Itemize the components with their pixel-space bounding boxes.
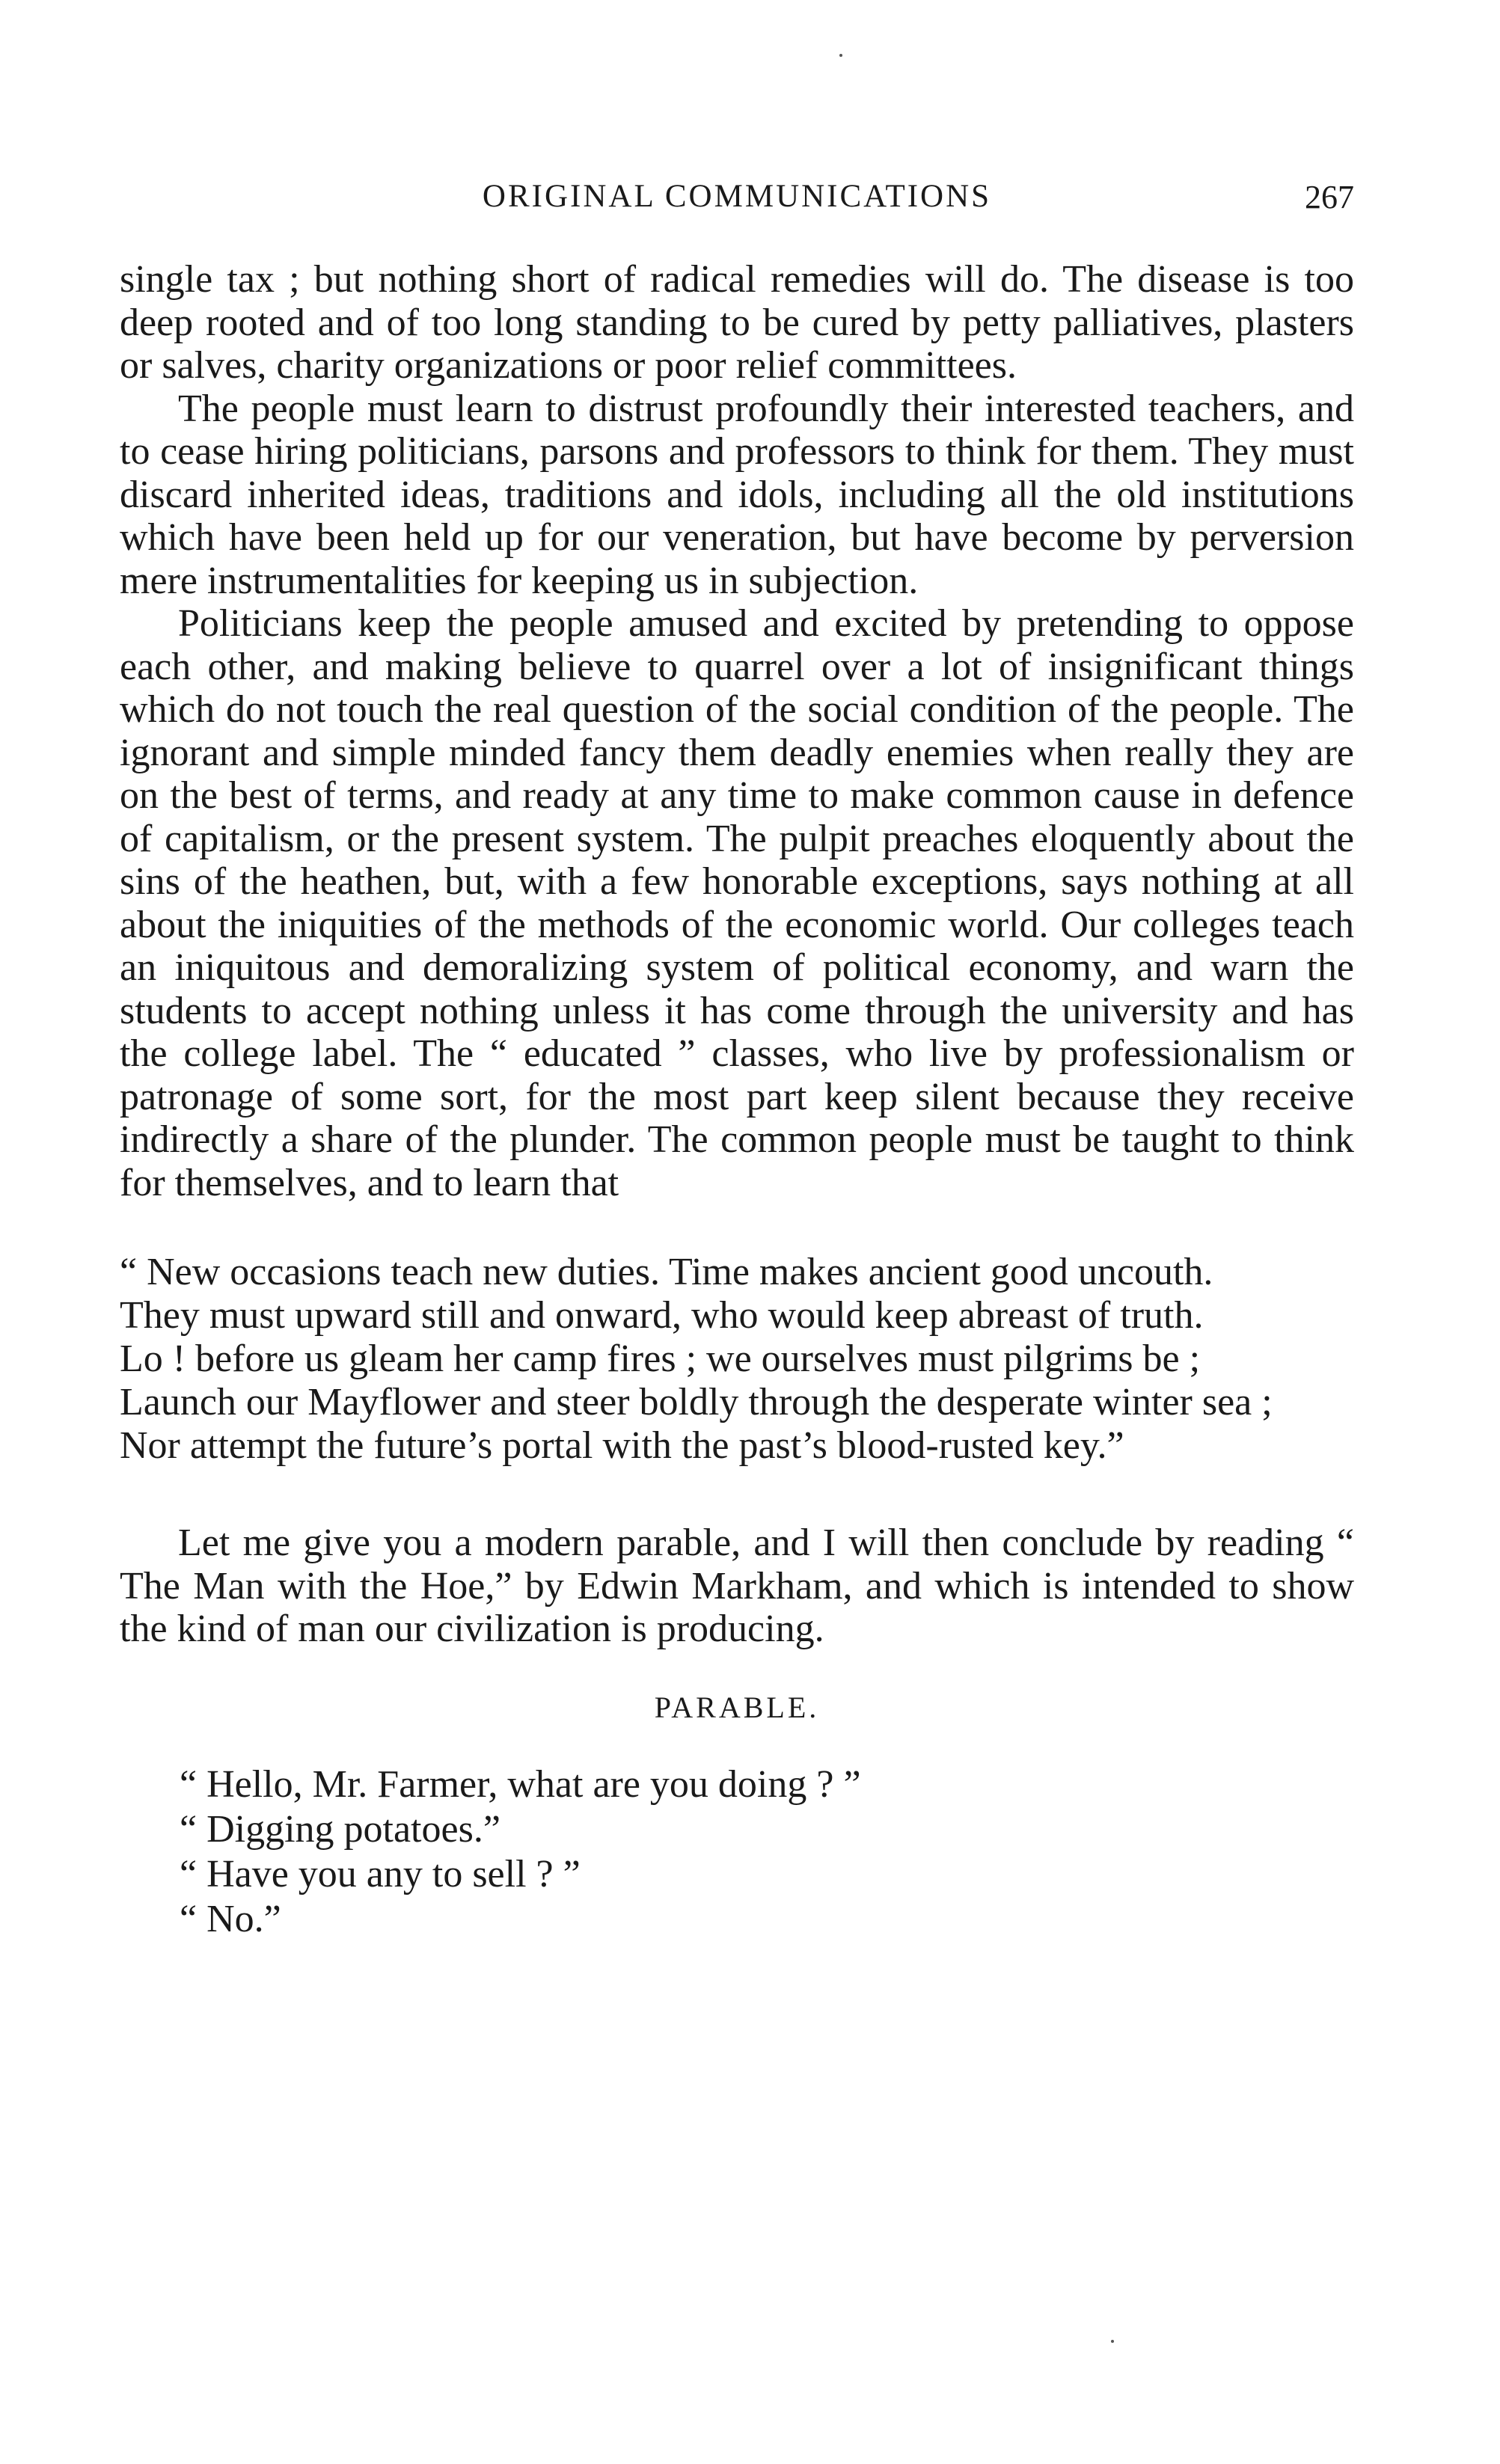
poem-quotation — [120, 1251, 1354, 1468]
dialogue-line: “ Have you any to sell ? ” — [180, 1852, 581, 1895]
poem-verse: “ New occasions teach new duties. Time makes ancient good uncouth. — [120, 1251, 1213, 1293]
running-head: ORIGINAL COMMUNICATIONS — [482, 179, 992, 214]
page-number: 267 — [1305, 179, 1354, 215]
poem-verse: They must upward still and onward, who would keep abreast of truth. — [120, 1294, 1204, 1337]
poem-verse: Nor attempt the future’s portal with the past’s blood-rusted key.” — [120, 1424, 1124, 1467]
print-speck-bottom — [1111, 2340, 1114, 2343]
dialogue-line: “ Digging potatoes.” — [180, 1807, 500, 1851]
paragraph: The people must learn to distrust profoundly their interested teachers, and to cease hiring politicians, parsons and professors to think for them. They must discard inherited ideas, traditions and idols, including all the old institutions which have been held up for our veneration, but have become by perversion mere instrumentalities for keeping us in subjection. — [120, 387, 1354, 602]
poem-verse: Lo ! before us gleam her camp fires ; we ourselves must pilgrims be ; — [120, 1337, 1201, 1380]
parable-heading: PARABLE. — [654, 1690, 820, 1724]
paragraph: single tax ; but nothing short of radical remedies will do. The disease is too deep rooted and of too long standing to be cured by petty palliatives, plasters or salves, charity organizations or poor relief committees. — [120, 258, 1354, 387]
page-header — [120, 178, 1354, 223]
print-speck-top — [839, 54, 842, 57]
paragraph: Politicians keep the people amused and excited by pretending to oppose each other, and making believe to quarrel over a lot of insignificant things which do not touch the real question of the social condition of the people. The ignorant and simple minded fancy them deadly enemies when really they are on the best of terms, and ready at any time to make common cause in defence of capitalism, or the present system. The pulpit preaches eloquently about the sins of the heathen, but, with a few honorable exceptions, says nothing at all about the iniquities of the methods of the economic world. Our colleges teach an iniquitous and demoralizing system of political economy, and warn the students to accept nothing unless it has come through the university and has the college label. The “ educated ” classes, who live by professionalism or patronage of some sort, for the most part keep silent because they receive indirectly a share of the plunder. The common people must be taught to think for themselves, and to learn that — [120, 602, 1354, 1204]
dialogue-line: “ Hello, Mr. Farmer, what are you doing ? ” — [180, 1762, 861, 1806]
poem-verse: Launch our Mayflower and steer boldly through the desperate winter sea ; — [120, 1381, 1273, 1423]
dialogue-line: “ No.” — [180, 1897, 281, 1940]
body-text — [120, 258, 1354, 1942]
closing-paragraph: Let me give you a modern parable, and I will then conclude by reading “ The Man with the Hoe,” by Edwin Markham, and which is intended to show the kind of man our civilization is producing. — [120, 1521, 1354, 1650]
